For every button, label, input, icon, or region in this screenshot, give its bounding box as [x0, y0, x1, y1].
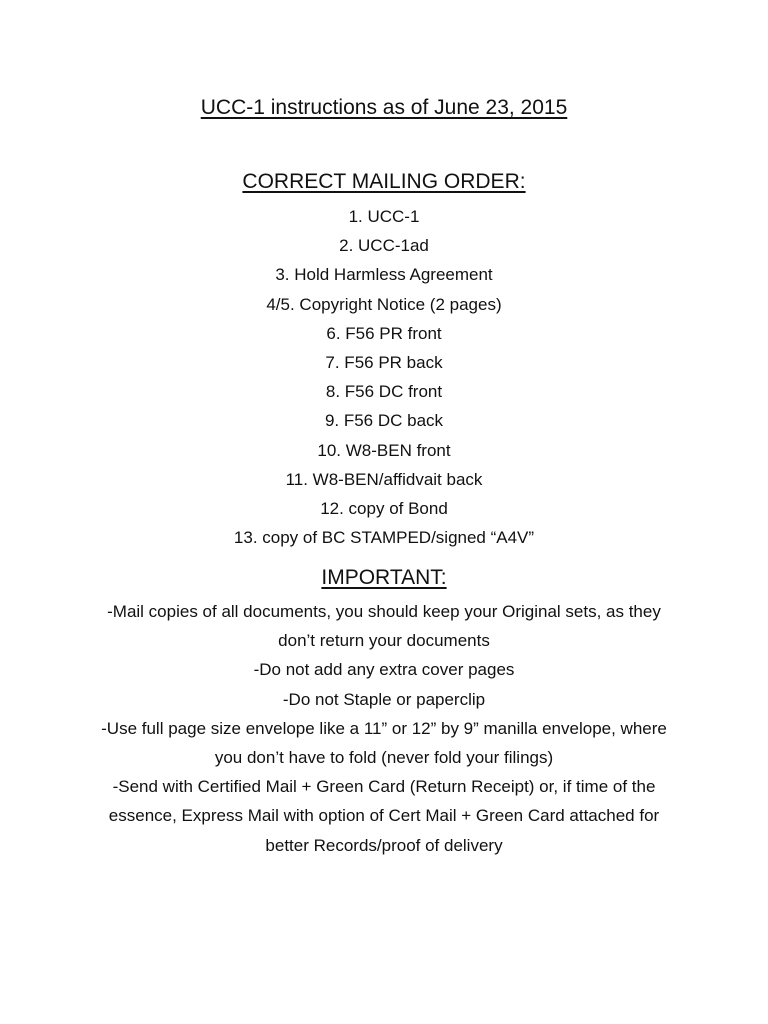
list-item: 7. F56 PR back	[325, 353, 443, 373]
document-title: UCC-1 instructions as of June 23, 2015	[200, 96, 568, 119]
list-item: 4/5. Copyright Notice (2 pages)	[266, 294, 502, 314]
important-heading: IMPORTANT:	[321, 566, 447, 589]
note-paragraph: -Do not add any extra cover pages	[253, 660, 515, 680]
note-paragraph: -Send with Certified Mail + Green Card (Return Receipt) or, if time of the essence, Express Mail with option of Cert Mail + Green Card attached for better Records/proof of delivery	[108, 777, 660, 855]
mailing-order-heading: CORRECT MAILING ORDER:	[242, 170, 526, 193]
note-paragraph: -Use full page size envelope like a 11” or 12” by 9” manilla envelope, where you don’t have to fold (never fold your filings)	[101, 718, 667, 768]
list-item: 3. Hold Harmless Agreement	[275, 265, 493, 285]
list-item: 8. F56 DC front	[325, 382, 443, 402]
list-item: 10. W8-BEN front	[317, 440, 451, 460]
list-item: 1. UCC-1	[348, 207, 420, 226]
list-item: 2. UCC-1ad	[339, 236, 429, 256]
note-paragraph: -Mail copies of all documents, you should keep your Original sets, as they don’t return your documents	[107, 602, 661, 651]
list-item: 12. copy of Bond	[320, 499, 448, 519]
note-paragraph: -Do not Staple or paperclip	[282, 689, 486, 709]
mailing-order-list	[0, 202, 768, 552]
list-item: 6. F56 PR front	[326, 323, 442, 343]
list-item: 9. F56 DC back	[324, 411, 444, 431]
important-notes	[94, 597, 674, 860]
list-item: 11. W8-BEN/affidvait back	[285, 469, 483, 489]
list-item: 13. copy of BC STAMPED/signed “A4V”	[233, 528, 535, 548]
